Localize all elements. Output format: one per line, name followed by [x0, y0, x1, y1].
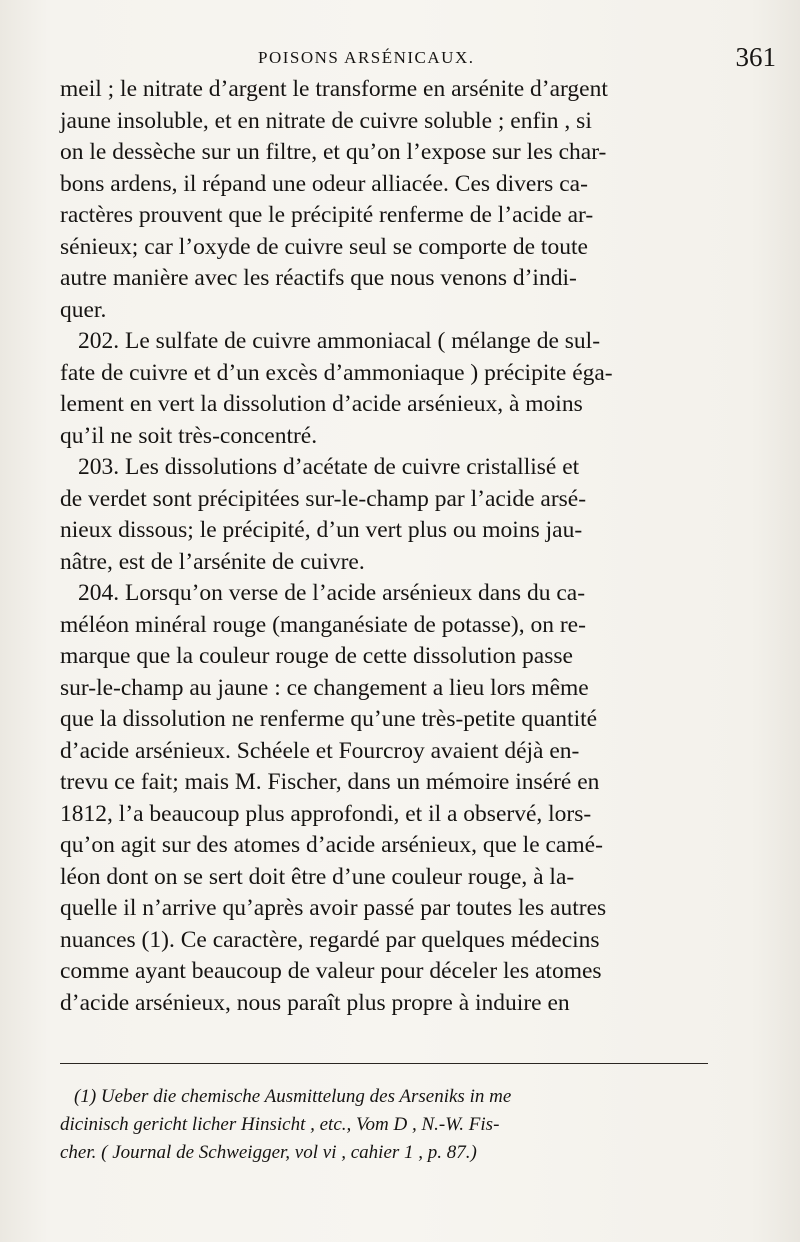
body-line: de verdet sont précipitées sur-le-champ par l’acide arsé- — [60, 485, 587, 512]
paragraph-203-start: 203. Les dissolutions d’acétate de cuivre cristallisé et — [78, 454, 580, 480]
body-line: comme ayant beaucoup de valeur pour déceler les atomes — [60, 958, 602, 984]
body-line: quer. — [60, 296, 107, 323]
paragraph-202-start: 202. Le sulfate de cuivre ammoniacal ( mélange de sul- — [78, 328, 601, 354]
body-line: nuances (1). Ce caractère, regardé par quelques médecins — [60, 926, 600, 953]
body-line: méléon minéral rouge (manganésiate de potasse), on re- — [60, 611, 586, 638]
footnote — [60, 1083, 708, 1167]
body-line: autre manière avec les réactifs que nous venons d’indi- — [60, 265, 577, 291]
body-line: d’acide arsénieux, nous paraît plus propre à induire en — [60, 989, 570, 1016]
body-line: trevu ce fait; mais M. Fischer, dans un mémoire inséré en — [60, 769, 600, 795]
body-line: sur-le-champ au jaune : ce changement a lieu lors même — [60, 674, 589, 701]
footnote-line: (1) Ueber die chemische Ausmittelung des Arseniks in me — [74, 1086, 512, 1107]
body-line: ractères prouvent que le précipité renferme de l’acide ar- — [60, 202, 594, 228]
body-line: léon dont on se sert doit être d’une couleur rouge, à la- — [60, 863, 575, 890]
body-line: d’acide arsénieux. Schéele et Fourcroy avaient déjà en- — [60, 737, 580, 764]
body-line: on le dessèche sur un filtre, et qu’on l’expose sur les char- — [60, 139, 607, 165]
footnote-line: dicinisch gericht licher Hinsicht , etc., Vom D , N.-W. Fis- — [60, 1114, 500, 1135]
body-line: quelle il n’arrive qu’après avoir passé par toutes les autres — [60, 895, 607, 921]
body-line: nieux dissous; le précipité, d’un vert plus ou moins jau- — [60, 517, 583, 543]
body-line: marque que la couleur rouge de cette dissolution passe — [60, 643, 573, 669]
body-line: meil ; le nitrate d’argent le transforme en arsénite d’argent — [60, 76, 608, 102]
body-line: sénieux; car l’oxyde de cuivre seul se comporte de toute — [60, 233, 588, 260]
running-title: POISONS ARSÉNICAUX. — [258, 48, 475, 67]
body-line: nâtre, est de l’arsénite de cuivre. — [60, 548, 365, 575]
footnote-line: cher. ( Journal de Schweigger, vol vi , cahier 1 , p. 87.) — [60, 1142, 477, 1163]
body-line: fate de cuivre et d’un excès d’ammoniaque ) précipite éga- — [60, 359, 613, 386]
body-line: 1812, l’a beaucoup plus approfondi, et il a observé, lors- — [60, 800, 592, 827]
page-number: 361 — [735, 42, 776, 72]
body-line: lement en vert la dissolution d’acide arsénieux, à moins — [60, 391, 583, 417]
paragraph-204-start: 204. Lorsqu’on verse de l’acide arsénieux dans du ca- — [78, 580, 586, 606]
footnote-separator — [60, 1063, 708, 1064]
body-line: qu’on agit sur des atomes d’acide arsénieux, que le camé- — [60, 832, 603, 858]
body-line: que la dissolution ne renferme qu’une très-petite quantité — [60, 706, 598, 732]
body-line: bons ardens, il répand une odeur alliacée. Ces divers ca- — [60, 170, 588, 197]
body-line: qu’il ne soit très-concentré. — [60, 422, 318, 449]
body-text — [60, 74, 708, 1019]
body-line: jaune insoluble, et en nitrate de cuivre soluble ; enfin , si — [60, 107, 592, 134]
